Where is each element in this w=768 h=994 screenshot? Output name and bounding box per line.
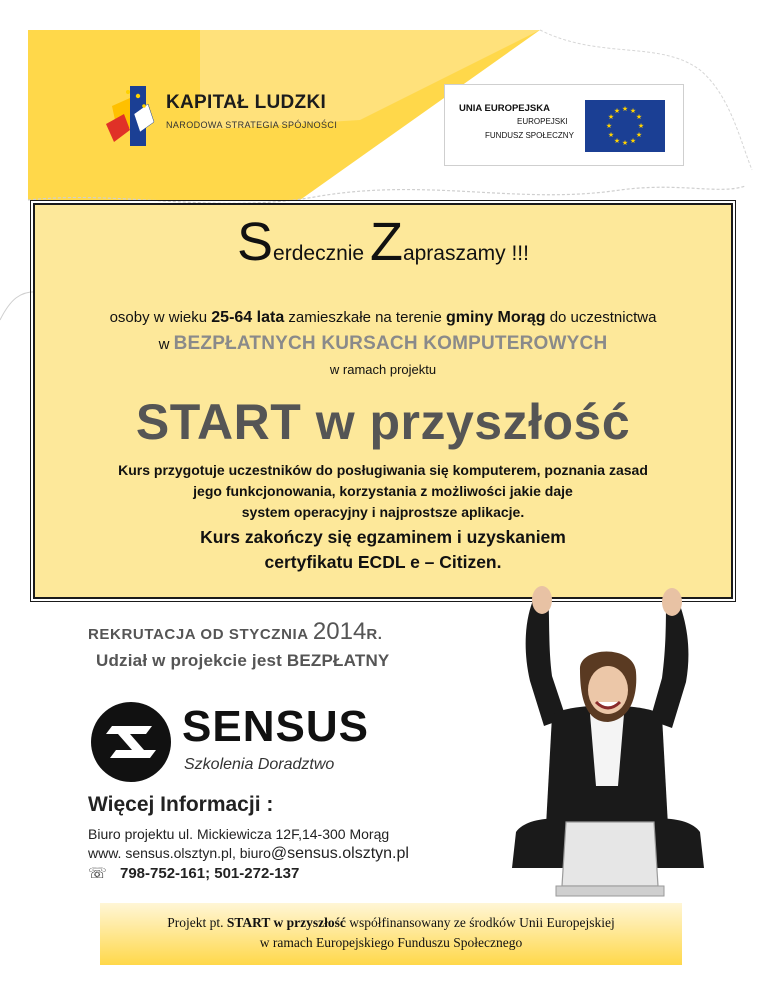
target-text-3: do uczestnictwa (545, 309, 657, 326)
svg-text:★: ★ (629, 137, 637, 145)
phone-numbers (88, 864, 299, 882)
eu-logo-box (444, 84, 684, 166)
description-line-2: jego funkcjonowania, korzystania z możliwości jakie daje (193, 483, 573, 499)
right-arm (650, 598, 688, 728)
website-link[interactable]: www. sensus.olsztyn.pl, biuro (88, 845, 271, 861)
svg-text:★: ★ (637, 122, 645, 130)
invitation-box (33, 203, 733, 599)
laptop-base (556, 886, 664, 896)
exam-info (35, 525, 731, 575)
web-and-email (88, 845, 409, 863)
project-title: START w przyszłość (135, 394, 631, 450)
sensus-name: SENSUS (182, 702, 369, 751)
svg-text:★: ★ (613, 137, 621, 145)
sensus-logo (88, 700, 368, 784)
kapital-ludzki-logo (104, 84, 344, 160)
more-info-heading: Więcej Informacji : (88, 793, 274, 816)
eu-flag-icon (585, 100, 665, 152)
eu-subtitle-2: FUNDUSZ SPOŁECZNY (485, 131, 574, 140)
sensus-emblem-icon (88, 700, 174, 784)
svg-text:★: ★ (635, 113, 643, 121)
description-line-3: system operacyjny i najprostsze aplikacje. (241, 504, 525, 520)
footer-text-b: współfinansowany ze środków Unii Europejskiej (345, 915, 615, 930)
svg-text:★: ★ (629, 107, 637, 115)
footer-line-2: w ramach Europejskiego Funduszu Społecznego (259, 935, 523, 950)
svg-text:★: ★ (621, 139, 629, 147)
age-range: 25-64 lata (211, 309, 285, 326)
recruitment-year: 2014 (312, 618, 367, 645)
within-project-text: w ramach projektu (329, 362, 437, 377)
svg-text:★: ★ (635, 131, 643, 139)
headline-zapraszamy: apraszamy !!! (402, 242, 529, 265)
svg-text:★: ★ (605, 122, 613, 130)
recruitment-label: REKRUTACJA OD STYCZNIA (88, 626, 313, 643)
headline-serdecznie: erdecznie (273, 242, 370, 265)
sensus-tagline: Szkolenia Doradztwo (184, 756, 335, 773)
svg-text:★: ★ (621, 105, 629, 113)
exam-line-1: Kurs zakończy się egzaminem i uzyskaniem (200, 527, 566, 547)
footer-project-title: START w przyszłość (226, 915, 346, 930)
kapital-ludzki-title: KAPITAŁ LUDZKI (166, 92, 327, 113)
footer-banner (100, 903, 682, 965)
exam-line-2: certyfikatu ECDL e – Citizen. (264, 552, 502, 572)
right-hand (662, 588, 682, 616)
office-address: Biuro projektu ul. Mickiewicza 12F,14-300 Morąg (88, 826, 390, 842)
phone-list[interactable]: 798-752-161; 501-272-137 (120, 865, 300, 882)
headline-z: Z (369, 212, 403, 272)
footer-text-a: Projekt pt. (167, 915, 227, 930)
course-description (35, 460, 731, 523)
email-domain[interactable]: @sensus.olsztyn.pl (270, 845, 409, 862)
municipality: gminy Morąg (445, 309, 546, 326)
left-arm (526, 596, 566, 726)
target-group-text (35, 309, 731, 327)
free-courses-text: BEZPŁATNYCH KURSACH KOMPUTEROWYCH (173, 333, 608, 354)
recruitment-suffix: R. (366, 626, 383, 643)
courses-line (35, 333, 731, 355)
svg-text:★: ★ (607, 131, 615, 139)
description-line-1: Kurs przygotuje uczestników do posługiwania się komputerem, poznania zasad (118, 462, 648, 478)
headline-s: S (237, 212, 274, 272)
courses-prefix: w (158, 336, 174, 353)
phone-icon: ☏ (88, 865, 107, 882)
left-hand (532, 586, 552, 614)
footer-line-1 (100, 915, 682, 931)
kapital-ludzki-subtitle: NARODOWA STRATEGIA SPÓJNOŚCI (166, 120, 338, 130)
invitation-headline (35, 212, 731, 272)
participation-free-text: Udział w projekcie jest BEZPŁATNY (96, 651, 390, 670)
target-text-1: osoby w wieku (109, 309, 212, 326)
target-text-2: zamieszkałe na terenie (284, 309, 446, 326)
svg-text:★: ★ (607, 113, 615, 121)
kapital-ludzki-emblem-icon (104, 84, 160, 156)
happy-woman-laptop-illustration (482, 586, 732, 904)
laptop-lid (562, 822, 658, 886)
eu-title: UNIA EUROPEJSKA (459, 103, 550, 114)
eu-subtitle-1: EUROPEJSKI (517, 117, 568, 126)
svg-text:★: ★ (613, 107, 621, 115)
recruitment-date (88, 618, 383, 646)
